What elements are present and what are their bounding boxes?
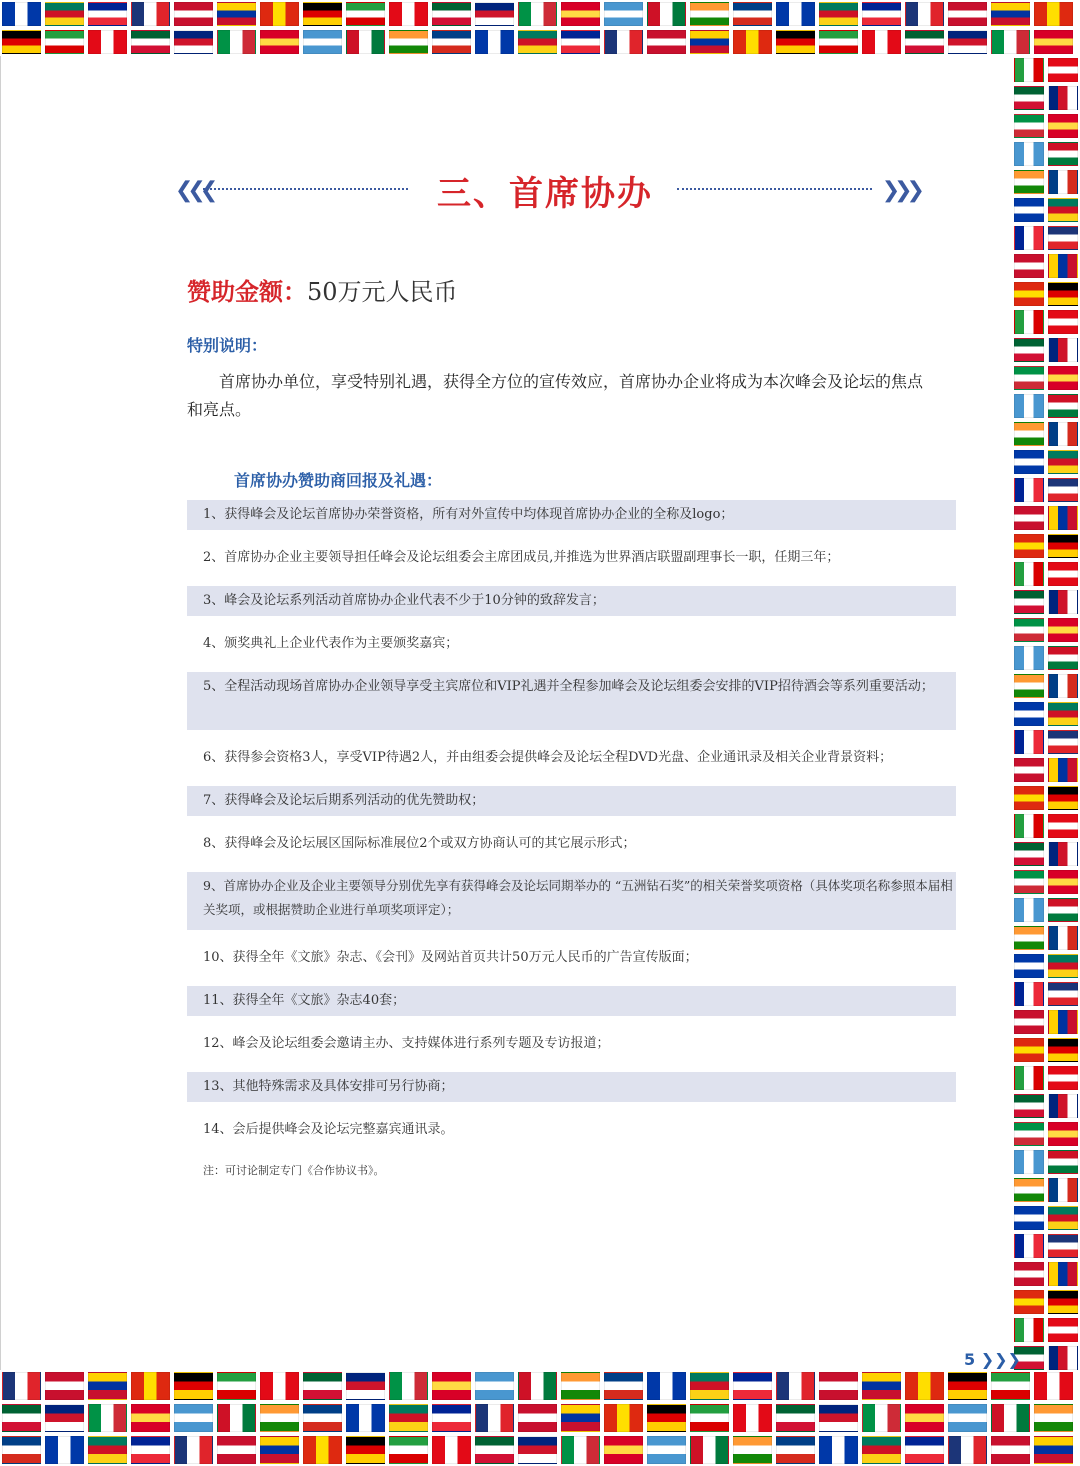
flag-tile: [1034, 1404, 1073, 1432]
flag-tile: [1048, 1318, 1078, 1342]
flag-tile: [475, 30, 514, 54]
special-note-text: 首席协办单位，享受特别礼遇，获得全方位的宣传效应，首席协办企业将成为本次峰会及论坛的焦点和亮点。: [187, 372, 924, 419]
flag-tile: [733, 2, 772, 26]
list-item: 8、获得峰会及论坛展区国际标准展位2个或双方协商认可的其它展示形式；: [203, 836, 636, 851]
flag-tile: [260, 1436, 299, 1464]
flag-tile: [1048, 338, 1078, 362]
flag-tile: [475, 1372, 514, 1400]
flag-tile: [1014, 758, 1044, 782]
dotted-rule-left: [203, 188, 408, 190]
flag-tile: [1048, 534, 1078, 558]
flag-tile: [776, 30, 815, 54]
flag-tile: [1048, 1122, 1078, 1146]
list-item: 14、会后提供峰会及论坛完整嘉宾通讯录。: [203, 1122, 454, 1137]
flag-tile: [862, 1372, 901, 1400]
flag-tile: [948, 1404, 987, 1432]
flag-tile: [1048, 282, 1078, 306]
flag-tile: [1014, 1318, 1044, 1342]
flag-tile: [389, 1436, 428, 1464]
flag-tile: [647, 30, 686, 54]
flag-tile: [1014, 842, 1044, 866]
flag-tile: [647, 1404, 686, 1432]
flag-tile: [1048, 1038, 1078, 1062]
flag-tile: [776, 1436, 815, 1464]
flag-tile: [1034, 1436, 1073, 1464]
flag-tile: [1014, 954, 1044, 978]
flag-tile: [2, 1404, 41, 1432]
flag-tile: [389, 30, 428, 54]
flag-tile: [991, 30, 1030, 54]
flag-tile: [1014, 1066, 1044, 1090]
special-note-label: 特别说明：: [187, 336, 268, 355]
flag-tile: [217, 1372, 256, 1400]
flag-tile: [432, 1372, 471, 1400]
flag-tile: [1048, 590, 1078, 614]
flag-tile: [1048, 226, 1078, 250]
flag-tile: [1014, 1038, 1044, 1062]
flag-tile: [862, 2, 901, 26]
flag-tile: [131, 1372, 170, 1400]
list-item: 7、获得峰会及论坛后期系列活动的优先赞助权；: [187, 786, 956, 816]
flag-tile: [733, 1404, 772, 1432]
amount-value: 50万元人民币: [307, 278, 458, 306]
flag-tile: [604, 30, 643, 54]
flag-tile: [88, 1436, 127, 1464]
flag-tile: [475, 1404, 514, 1432]
flag-tile: [733, 1372, 772, 1400]
flag-tile: [1048, 954, 1078, 978]
flag-tile: [1014, 226, 1044, 250]
flag-tile: [1048, 646, 1078, 670]
flag-tile: [1014, 506, 1044, 530]
flag-tile: [303, 1436, 342, 1464]
amount-label: 赞助金额：: [187, 278, 307, 306]
list-item: 3、峰会及论坛系列活动首席协办企业代表不少于10分钟的致辞发言；: [187, 586, 956, 616]
flag-tile: [1014, 926, 1044, 950]
section-heading: [175, 160, 925, 220]
flag-tile: [1014, 478, 1044, 502]
list-item: 12、峰会及论坛组委会邀请主办、支持媒体进行系列专题及专访报道；: [203, 1036, 610, 1051]
flag-tile: [1014, 394, 1044, 418]
flag-tile: [174, 1372, 213, 1400]
flag-border-bottom: [0, 1370, 1080, 1466]
flag-tile: [346, 30, 385, 54]
flag-tile: [1014, 786, 1044, 810]
flag-tile: [260, 2, 299, 26]
flag-tile: [88, 1372, 127, 1400]
flag-tile: [1048, 814, 1078, 838]
flag-tile: [1048, 870, 1078, 894]
flag-tile: [1048, 674, 1078, 698]
list-item: 13、其他特殊需求及具体安排可另行协商；: [187, 1072, 956, 1102]
flag-tile: [1048, 758, 1078, 782]
flag-tile: [1014, 898, 1044, 922]
flag-tile: [905, 1436, 944, 1464]
flag-tile: [1014, 674, 1044, 698]
flag-tile: [1014, 562, 1044, 586]
flag-tile: [948, 1372, 987, 1400]
flag-tile: [1048, 366, 1078, 390]
flag-tile: [1048, 86, 1078, 110]
flag-tile: [2, 30, 41, 54]
page-number-value: 5: [964, 1350, 976, 1369]
flag-tile: [991, 1404, 1030, 1432]
flag-tile: [819, 2, 858, 26]
flag-tile: [991, 1436, 1030, 1464]
flag-tile: [1048, 310, 1078, 334]
flag-tile: [561, 30, 600, 54]
flag-tile: [2, 2, 41, 26]
flag-tile: [389, 1404, 428, 1432]
flag-tile: [819, 1404, 858, 1432]
flag-tile: [1048, 1262, 1078, 1286]
list-item: 6、获得参会资格3人，享受VIP待遇2人，并由组委会提供峰会及论坛全程DVD光盘、企业通讯录及相关企业背景资料；: [203, 750, 893, 765]
flag-tile: [1048, 198, 1078, 222]
flag-tile: [604, 1436, 643, 1464]
flag-tile: [948, 2, 987, 26]
flag-tile: [1048, 394, 1078, 418]
double-chevron-left-icon: ❮❮❮: [175, 178, 213, 203]
list-item: 4、颁奖典礼上企业代表作为主要颁奖嘉宾；: [203, 636, 459, 651]
flag-tile: [303, 2, 342, 26]
list-item: 9、首席协办企业及企业主要领导分别优先享有获得峰会及论坛同期举办的 “五洲钻石奖”的相关荣誉奖项资格（具体奖项名称参照本届相关奖项，或根据赞助企业进行单项奖项评定）；: [187, 872, 956, 930]
flag-tile: [518, 1404, 557, 1432]
flag-tile: [432, 30, 471, 54]
flag-tile: [690, 1372, 729, 1400]
flag-tile: [1048, 898, 1078, 922]
flag-tile: [45, 1436, 84, 1464]
flag-tile: [1014, 58, 1044, 82]
flag-tile: [647, 1436, 686, 1464]
flag-tile: [1048, 786, 1078, 810]
section-title: 三、首席协办: [437, 174, 653, 214]
flag-tile: [131, 1436, 170, 1464]
flag-tile: [690, 30, 729, 54]
flag-tile: [1014, 198, 1044, 222]
flag-tile: [561, 1372, 600, 1400]
flag-tile: [862, 1404, 901, 1432]
flag-tile: [45, 1372, 84, 1400]
flag-tile: [518, 1372, 557, 1400]
flag-tile: [1034, 2, 1073, 26]
flag-tile: [88, 30, 127, 54]
dotted-rule-right: [677, 188, 872, 190]
flag-tile: [1014, 310, 1044, 334]
flag-tile: [905, 1404, 944, 1432]
flag-tile: [1014, 618, 1044, 642]
flag-tile: [733, 30, 772, 54]
flag-tile: [647, 2, 686, 26]
flag-tile: [1014, 870, 1044, 894]
flag-tile: [1048, 618, 1078, 642]
list-item: 11、获得全年《文旅》杂志40套；: [187, 986, 956, 1016]
flag-tile: [905, 30, 944, 54]
flag-tile: [174, 30, 213, 54]
flag-tile: [1048, 478, 1078, 502]
page-number: [964, 1350, 1021, 1369]
flag-tile: [1048, 562, 1078, 586]
flag-tile: [432, 2, 471, 26]
flag-tile: [217, 2, 256, 26]
flag-tile: [131, 1404, 170, 1432]
double-chevron-right-icon: ❯❯❯: [881, 178, 919, 203]
flag-tile: [1048, 450, 1078, 474]
flag-tile: [1048, 702, 1078, 726]
flag-tile: [389, 2, 428, 26]
flag-tile: [1048, 422, 1078, 446]
flag-tile: [1014, 86, 1044, 110]
flag-tile: [561, 1436, 600, 1464]
flag-tile: [88, 1404, 127, 1432]
flag-tile: [1048, 506, 1078, 530]
flag-tile: [1048, 1094, 1078, 1118]
flag-tile: [1014, 1010, 1044, 1034]
flag-tile: [1048, 982, 1078, 1006]
flag-tile: [1014, 982, 1044, 1006]
flag-tile: [2, 1372, 41, 1400]
flag-tile: [217, 1404, 256, 1432]
flag-tile: [604, 2, 643, 26]
flag-tile: [2, 1436, 41, 1464]
flag-tile: [1014, 646, 1044, 670]
list-item: 5、全程活动现场首席协办企业领导享受主宾席位和VIP礼遇并全程参加峰会及论坛组委会安排的VIP招待酒会等系列重要活动；: [187, 672, 956, 730]
flag-tile: [776, 1404, 815, 1432]
flag-tile: [604, 1404, 643, 1432]
flag-tile: [1048, 1178, 1078, 1202]
flag-tile: [1048, 142, 1078, 166]
flag-tile: [690, 1436, 729, 1464]
flag-tile: [1014, 1150, 1044, 1174]
flag-tile: [1014, 814, 1044, 838]
flag-tile: [1014, 1234, 1044, 1258]
list-item: 1、获得峰会及论坛首席协办荣誉资格，所有对外宣传中均体现首席协办企业的全称及logo；: [187, 500, 956, 530]
flag-tile: [1048, 1346, 1078, 1370]
chevron-right-icon: ❯❯❯: [980, 1350, 1021, 1369]
flag-tile: [260, 30, 299, 54]
flag-tile: [432, 1436, 471, 1464]
flag-tile: [733, 1436, 772, 1464]
flag-tile: [647, 1372, 686, 1400]
list-item: 2、首席协办企业主要领导担任峰会及论坛组委会主席团成员,并推选为世界酒店联盟副理事长一职，任期三年；: [203, 550, 840, 565]
flag-tile: [1048, 926, 1078, 950]
flag-tile: [1014, 1178, 1044, 1202]
flag-tile: [948, 1436, 987, 1464]
flag-tile: [518, 1436, 557, 1464]
flag-tile: [475, 2, 514, 26]
flag-tile: [1014, 450, 1044, 474]
flag-tile: [561, 2, 600, 26]
flag-tile: [1048, 58, 1078, 82]
list-item: 10、获得全年《文旅》杂志、《会刊》及网站首页共计50万元人民币的广告宣传版面；: [203, 950, 698, 965]
flag-tile: [905, 1372, 944, 1400]
flag-tile: [991, 1372, 1030, 1400]
flag-tile: [1048, 1206, 1078, 1230]
flag-tile: [991, 2, 1030, 26]
flag-tile: [1014, 114, 1044, 138]
flag-tile: [1014, 282, 1044, 306]
flag-tile: [862, 30, 901, 54]
flag-tile: [819, 30, 858, 54]
flag-tile: [432, 1404, 471, 1432]
flag-tile: [518, 2, 557, 26]
flag-tile: [1014, 702, 1044, 726]
flag-border-top: [0, 0, 1080, 56]
flag-tile: [131, 2, 170, 26]
flag-tile: [1014, 170, 1044, 194]
flag-tile: [1048, 1290, 1078, 1314]
flag-tile: [45, 30, 84, 54]
flag-tile: [303, 30, 342, 54]
flag-tile: [88, 2, 127, 26]
flag-tile: [303, 1404, 342, 1432]
sponsorship-amount: [187, 272, 458, 307]
flag-tile: [475, 1436, 514, 1464]
benefits-list: [187, 500, 956, 1145]
flag-tile: [1014, 534, 1044, 558]
flag-tile: [174, 2, 213, 26]
flag-tile: [1048, 114, 1078, 138]
footnote: 注：可讨论制定专门《合作协议书》。: [203, 1164, 385, 1177]
flag-tile: [1048, 170, 1078, 194]
flag-tile: [1048, 842, 1078, 866]
flag-tile: [1014, 366, 1044, 390]
flag-tile: [45, 2, 84, 26]
flag-tile: [776, 2, 815, 26]
flag-border-right: [1012, 56, 1080, 1370]
flag-tile: [1014, 1122, 1044, 1146]
flag-tile: [819, 1372, 858, 1400]
flag-tile: [948, 30, 987, 54]
flag-tile: [1014, 1290, 1044, 1314]
flag-tile: [303, 1372, 342, 1400]
flag-tile: [174, 1436, 213, 1464]
flag-tile: [1034, 30, 1073, 54]
flag-tile: [217, 1436, 256, 1464]
flag-tile: [1014, 1094, 1044, 1118]
flag-tile: [346, 1404, 385, 1432]
flag-tile: [1014, 254, 1044, 278]
flag-tile: [905, 2, 944, 26]
flag-tile: [1048, 254, 1078, 278]
flag-tile: [346, 1436, 385, 1464]
page-left-edge: [0, 56, 1, 1370]
flag-tile: [1048, 730, 1078, 754]
flag-tile: [1014, 590, 1044, 614]
flag-tile: [389, 1372, 428, 1400]
flag-tile: [604, 1372, 643, 1400]
flag-tile: [1048, 1234, 1078, 1258]
flag-tile: [1014, 1206, 1044, 1230]
flag-tile: [1048, 1010, 1078, 1034]
flag-tile: [1014, 142, 1044, 166]
flag-tile: [561, 1404, 600, 1432]
flag-tile: [174, 1404, 213, 1432]
flag-tile: [862, 1436, 901, 1464]
flag-tile: [518, 30, 557, 54]
flag-tile: [346, 2, 385, 26]
flag-tile: [45, 1404, 84, 1432]
flag-tile: [776, 1372, 815, 1400]
flag-tile: [819, 1436, 858, 1464]
flag-tile: [1048, 1150, 1078, 1174]
flag-tile: [1014, 730, 1044, 754]
flag-tile: [217, 30, 256, 54]
flag-tile: [1014, 422, 1044, 446]
flag-tile: [1014, 338, 1044, 362]
benefits-title: 首席协办赞助商回报及礼遇：: [234, 471, 443, 490]
flag-tile: [690, 1404, 729, 1432]
flag-tile: [690, 2, 729, 26]
flag-tile: [131, 30, 170, 54]
flag-tile: [1048, 1066, 1078, 1090]
flag-tile: [1034, 1372, 1073, 1400]
flag-tile: [260, 1372, 299, 1400]
flag-tile: [260, 1404, 299, 1432]
flag-tile: [346, 1372, 385, 1400]
flag-tile: [1014, 1262, 1044, 1286]
